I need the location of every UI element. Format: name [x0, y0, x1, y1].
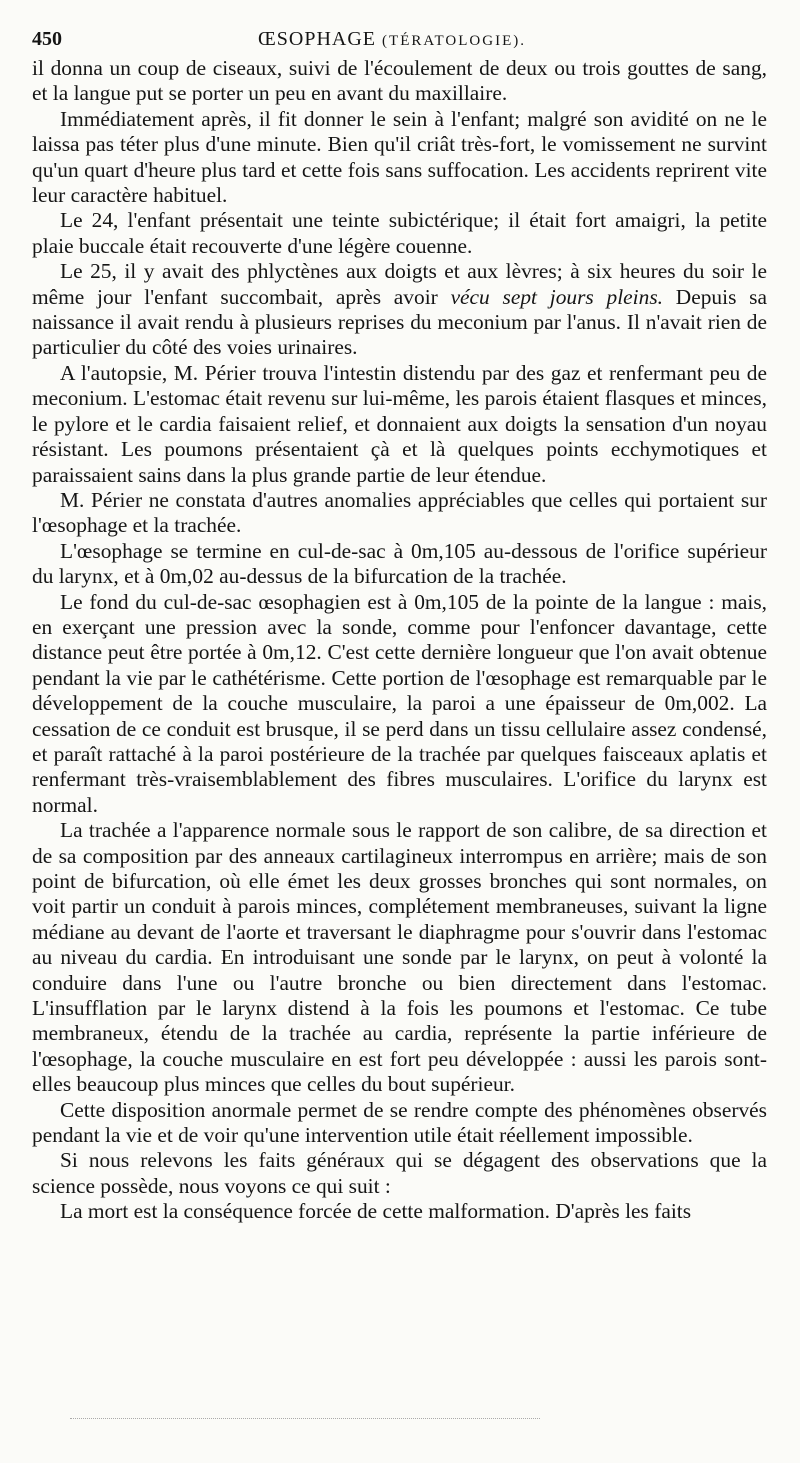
- paragraph: M. Périer ne constata d'autres anomalies appréciables que celles qui portaient sur l'œsophage et la trachée.: [32, 487, 767, 538]
- paragraph: La trachée a l'apparence normale sous le rapport de son calibre, de sa direction et de sa composition par des anneaux cartilagineux interrompus en arrière; mais de son point de bifurcation, où elle émet les deux grosses bronches qui sont normales, on voit partir un conduit à parois minces, complétement membraneuses, suivant la ligne médiane au devant de l'aorte et traversant le diaphragme pour s'ouvrir dans l'estomac au niveau du cardia. En introduisant une sonde par le larynx, on peut à volonté la conduire dans l'une ou l'autre bronche ou bien directement dans l'estomac. L'insufflation par le larynx distend à la fois les poumons et l'estomac. Ce tube membraneux, étendu de la trachée au cardia, représente la partie inférieure de l'œsophage, la couche musculaire en est fort peu développée : aussi les parois sont-elles beaucoup plus minces que celles du bout supérieur.: [32, 818, 767, 1097]
- footer-divider: [70, 1418, 540, 1419]
- page-number: 450: [32, 28, 62, 50]
- paragraph-text: Le 25, il y avait des phlyctènes aux doigts et aux lèvres; à six heures du soir le même jour l'enfant succombait, après avoir: [32, 259, 767, 309]
- paragraph: Le fond du cul-de-sac œsophagien est à 0m,105 de la pointe de la langue : mais, en exerçant une pression avec la sonde, comme pour l'enfoncer davantage, cette distance peut être portée à 0m,12. C'est cette dernière longueur que l'on avait obtenue pendant la vie par le cathétérisme. Cette portion de l'œsophage est remarquable par le développement de la couche musculaire, la paroi a une épaisseur de 0m,002. La cessation de ce conduit est brusque, il se perd dans un tissu cellulaire assez condensé, et paraît rattaché à la paroi postérieure de la trachée par quelques faisceaux aplatis et renfermant très-vraisemblablement des fibres musculaires. L'orifice du larynx est normal.: [32, 589, 767, 817]
- running-head-subtitle: (TÉRATOLOGIE).: [382, 33, 526, 49]
- paragraph-text: Depuis sa naissance il avait rendu à plusieurs reprises du meconium par l'anus. Il n'avait rien de particulier du côté des voies urinaires.: [32, 284, 767, 360]
- paragraph: L'œsophage se termine en cul-de-sac à 0m,105 au-dessous de l'orifice supérieur du larynx, et à 0m,02 au-dessus de la bifurcation de la trachée.: [32, 538, 767, 589]
- running-head: [32, 28, 752, 51]
- emphasis-text: vécu sept jours pleins.: [450, 284, 663, 309]
- paragraph: il donna un coup de ciseaux, suivi de l'écoulement de deux ou trois gouttes de sang, et la langue put se porter un peu en avant du maxillaire.: [32, 56, 767, 106]
- paragraph: Cette disposition anormale permet de se rendre compte des phénomènes observés pendant la vie et de voir qu'une intervention utile était réellement impossible.: [32, 1097, 767, 1148]
- paragraph: A l'autopsie, M. Périer trouva l'intestin distendu par des gaz et renfermant peu de meconium. L'estomac était revenu sur lui-même, les parois étaient flasques et minces, le pylore et le cardia faisaient relief, et donnaient aux doigts la sensation d'un noyau résistant. Les poumons présentaient çà et là quelques points ecchymotiques et paraissaient sains dans la plus grande partie de leur étendue.: [32, 360, 767, 487]
- paragraph: La mort est la conséquence forcée de cette malformation. D'après les faits: [60, 1199, 692, 1224]
- paragraph: [32, 259, 767, 361]
- paragraph: Si nous relevons les faits généraux qui se dégagent des observations que la science possède, nous voyons ce qui suit :: [32, 1148, 767, 1198]
- page-header: [32, 28, 752, 58]
- running-head-title: ŒSOPHAGE: [258, 28, 377, 50]
- body-text: [32, 56, 767, 1225]
- paragraph: Immédiatement après, il fit donner le sein à l'enfant; malgré son avidité on ne le laissa pas téter plus d'une minute. Bien qu'il criât très-fort, le vomissement ne survint qu'un quart d'heure plus tard et cette fois sans suffocation. Les accidents reprirent vite leur caractère habituel.: [32, 106, 767, 208]
- paragraph: Le 24, l'enfant présentait une teinte subictérique; il était fort amaigri, la petite plaie buccale était recouverte d'une légère couenne.: [32, 208, 767, 258]
